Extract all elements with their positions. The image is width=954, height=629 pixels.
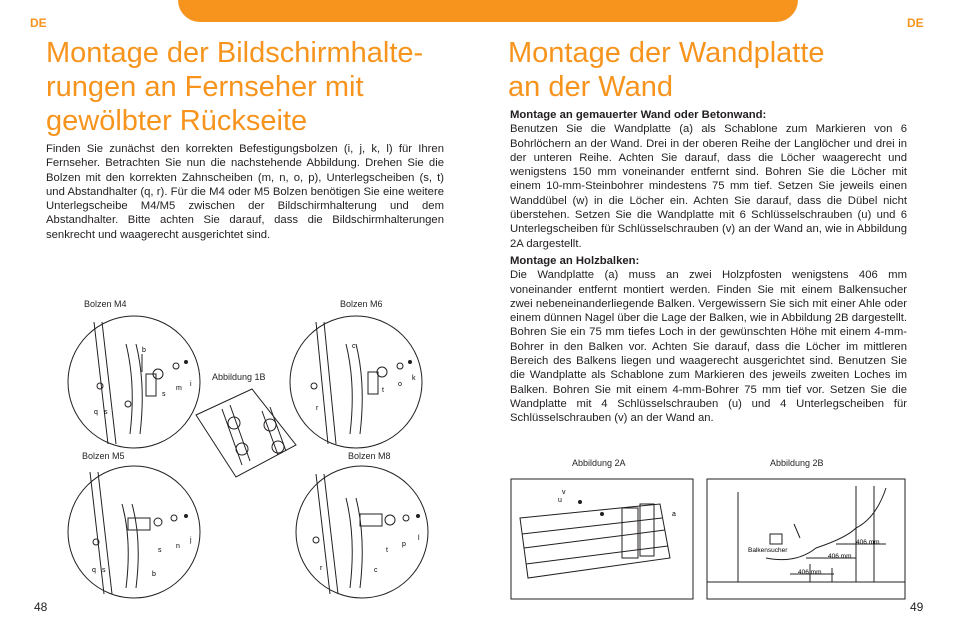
section-masonry-body: Benutzen Sie die Wandplatte (a) als Schablone zum Markieren von 6 Bohrlöchern an der Wand. Drei in der oberen Reihe der Langlöcher und drei in der unteren Reihe. Achten Sie darauf, dass die Löcher waagerecht und wenigstens 150 mm voneinander entfernt sind. Bohren Sie die Löcher mit einem 10-mm-Steinbohrer mindestens 75 mm tief. Setzen Sie jeweils einen Wanddübel (w) in die Löcher ein. Achten Sie darauf, dass die Dübel nicht überstehen. Setzen Sie die Wandplatte mit 6 Schlüsselschrauben (u) und 6 Unterlegscheiben für Schlüsselschrauben (v) an der Wand an, wie in Abbildung 2A dargestellt. xyxy=(510,123,907,250)
bolt-m8-diagram xyxy=(294,464,430,600)
callout-b: b xyxy=(142,347,146,354)
callout-u: u xyxy=(558,497,562,504)
figure-2a-label: Abbildung 2A xyxy=(572,458,626,468)
bolt-m6-label: Bolzen M6 xyxy=(340,299,383,309)
callout-r: r xyxy=(320,565,323,572)
callout-o: o xyxy=(398,381,402,388)
callout-v: v xyxy=(562,489,566,496)
language-tag-left: DE xyxy=(30,16,47,30)
figure-2b-label: Abbildung 2B xyxy=(770,458,824,468)
callout-t: t xyxy=(386,547,388,554)
right-page-title: Montage der Wandplatte an der Wand xyxy=(508,37,825,103)
page-number-left: 48 xyxy=(34,600,48,614)
callout-q: q xyxy=(94,409,98,416)
callout-s: s xyxy=(162,391,166,398)
section-wood-body: Die Wandplatte (a) muss an zwei Holzpfosten wenigstens 406 mm voneinander entfernt montiert werden. Finden Sie mit einem Balkensucher zwei nebeneinanderliegende Balken. Vergewissern Sie sich mit einer Ahle oder einem dünnen Nagel über die Lage der Balken, wie in Abbildung 2B dargestellt. Bohren Sie ein 75 mm tiefes Loch in der gewünschten Höhe mit einem 4-mm-Bohrer in den Balken vor. Achten Sie darauf, dass die Löcher im mittleren Bereich des Balkens liegen und waagerecht ausgerichtet sind. Benutzen Sie die Wandplatte als Schablone zum Markieren des jeweils zweiten Loches im Balken. Bohren Sie mit einem 4-mm-Bohrer 75 mm tief vor. Setzen Sie die Wandplatte mit 4 Schlüsselschrauben (u) und 4 Unterlegscheiben für Schlüsselschrauben (v) an der Wand an. xyxy=(510,269,907,425)
callout-q: q xyxy=(92,567,96,574)
callout-s: s xyxy=(158,547,162,554)
section-masonry xyxy=(510,108,907,251)
top-accent-bar xyxy=(178,0,798,22)
bolt-m4-label: Bolzen M4 xyxy=(84,299,127,309)
callout-c: c xyxy=(352,343,356,350)
figure-2b-diagram xyxy=(706,478,906,600)
section-wood xyxy=(510,254,907,426)
bolt-m6-diagram xyxy=(288,314,424,450)
callout-s2: s xyxy=(104,409,108,416)
callout-k: k xyxy=(412,375,416,382)
dimension-label-3: 406 mm xyxy=(798,569,822,576)
page-number-right: 49 xyxy=(910,600,924,614)
bolt-m8-label: Bolzen M8 xyxy=(348,451,391,461)
callout-r: r xyxy=(316,405,319,412)
callout-l: l xyxy=(418,535,420,542)
callout-m: m xyxy=(176,385,182,392)
callout-c: c xyxy=(374,567,378,574)
bolt-m5-label: Bolzen M5 xyxy=(82,451,125,461)
figure-1b-label: Abbildung 1B xyxy=(212,372,266,382)
left-page-title: Montage der Bildschirmhalte- rungen an Fernseher mit gewölbter Rückseite xyxy=(46,37,424,137)
bolt-m5-diagram xyxy=(66,464,202,600)
callout-p: p xyxy=(402,541,406,548)
callout-s2: s xyxy=(102,567,106,574)
language-tag-right: DE xyxy=(907,16,924,30)
callout-j: j xyxy=(190,537,192,544)
callout-n: n xyxy=(176,543,180,550)
section-masonry-heading: Montage an gemauerter Wand oder Betonwand: xyxy=(510,109,767,121)
stud-finder-label: Balkensucher xyxy=(748,547,788,554)
bolt-m4-diagram xyxy=(66,314,202,450)
dimension-label-2: 406 mm xyxy=(828,553,852,560)
callout-t: t xyxy=(382,387,384,394)
figure-2a-diagram xyxy=(510,478,694,600)
callout-b: b xyxy=(152,571,156,578)
left-body-text: Finden Sie zunächst den korrekten Befestigungsbolzen (i, j, k, l) für Ihren Fernseher. Betrachten Sie nun die nachstehende Abbildung. Drehen Sie die Bolzen mit den korrekten Zahnscheiben (m, n, o, p), Unterlegscheiben (s, t) und Abstandhalter (q, r). Für die M4 oder M5 Bolzen benötigen Sie eine weitere Unterlegscheibe M4/M5 zwischen der Bildschirmhalterung und dem Abstandhalter. Bitte achten Sie darauf, dass die Bildschirmhalterungen senkrecht und waagerecht ausgerichtet sind. xyxy=(46,143,444,241)
dimension-label-1: 406 mm xyxy=(856,539,880,546)
callout-a: a xyxy=(672,511,676,518)
callout-i: i xyxy=(190,381,192,388)
figure-1b-diagram xyxy=(192,385,300,483)
section-wood-heading: Montage an Holzbalken: xyxy=(510,255,640,267)
